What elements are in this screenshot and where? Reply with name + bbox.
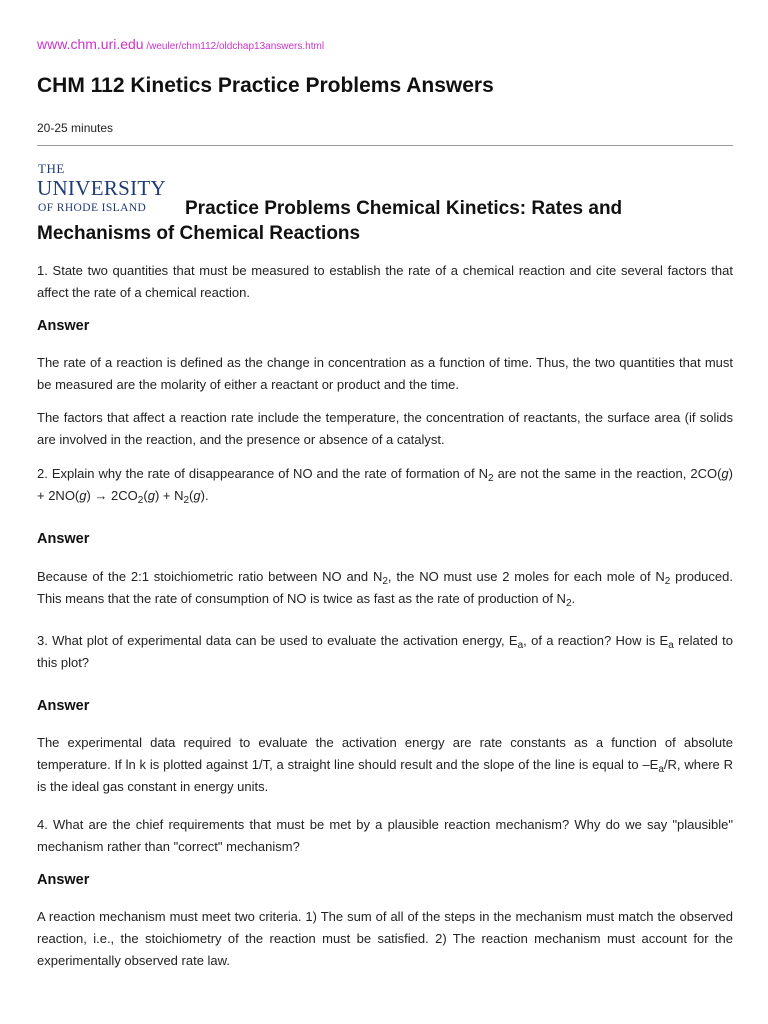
answer-heading-1: Answer: [37, 318, 90, 334]
page-title: CHM 112 Kinetics Practice Problems Answers: [37, 74, 494, 97]
section-heading: Practice Problems Chemical Kinetics: Rates and Mechanisms of Chemical Reactions: [37, 198, 623, 244]
answer-1-paragraph-1: The rate of a reaction is defined as the change in concentration as a function of time. Thus, the two quantities that must be measured are the molarity of either a reactant or product and the time.: [37, 355, 733, 392]
answer-1-paragraph-2: The factors that affect a reaction rate include the temperature, the concentration of reactants, the surface area (if solids are involved in the reaction, and the presence or absence of a catalyst.: [37, 410, 733, 447]
answer-4: A reaction mechanism must meet two criteria. 1) The sum of all of the steps in the mechanism must match the observed reaction, i.e., the stoichiometry of the reaction must be satisfied. 2) The reaction mechanism must account for the experimentally observed rate law.: [37, 909, 733, 968]
url-domain[interactable]: www.chm.uri.edu: [37, 36, 144, 52]
read-time: 20-25 minutes: [37, 121, 114, 135]
url-path[interactable]: /weuler/chm112/oldchap13answers.html: [143, 41, 325, 52]
logo-line-university: UNIVERSITY: [37, 176, 166, 200]
question-1: 1. State two quantities that must be measured to establish the rate of a chemical reaction and cite several factors that affect the rate of a chemical reaction.: [37, 263, 733, 300]
question-4: 4. What are the chief requirements that must be met by a plausible reaction mechanism? Why do we say "plausible" mechanism rather than "correct" mechanism?: [37, 817, 733, 854]
source-url[interactable]: [37, 36, 324, 54]
logo-line-rhode-island: OF RHODE ISLAND: [38, 202, 147, 214]
question-2: 2. Explain why the rate of disappearance of NO and the rate of formation of $N_2$ are not the same in the reaction, $2CO(g) + 2NO(g) \to 2CO_2(g) + N_2(g)$.: [37, 466, 733, 506]
question-3: 3. What plot of experimental data can be used to evaluate the activation energy, $E_a$, of a reaction? How is $E_a$ related to this plot?: [37, 633, 733, 670]
answer-heading-4: Answer: [37, 872, 90, 888]
answer-heading-3: Answer: [37, 698, 90, 714]
answer-3: The experimental data required to evaluate the activation energy are rate constants as a function of absolute temperature. If ln k is plotted against 1/T, a straight line should result and the slope of the line is equal to $-E_a/R$, where R is the ideal gas constant in energy units.: [37, 735, 734, 794]
answer-heading-2: Answer: [37, 531, 90, 547]
logo-line-the: THE: [38, 161, 65, 176]
divider: [37, 145, 733, 146]
answer-2: Because of the 2:1 stoichiometric ratio between NO and $N_2$, the NO must use 2 moles for each mole of $N_2$ produced. This means that the rate of consumption of NO is twice as fast as the rate of production of $N_2$.: [37, 569, 733, 609]
